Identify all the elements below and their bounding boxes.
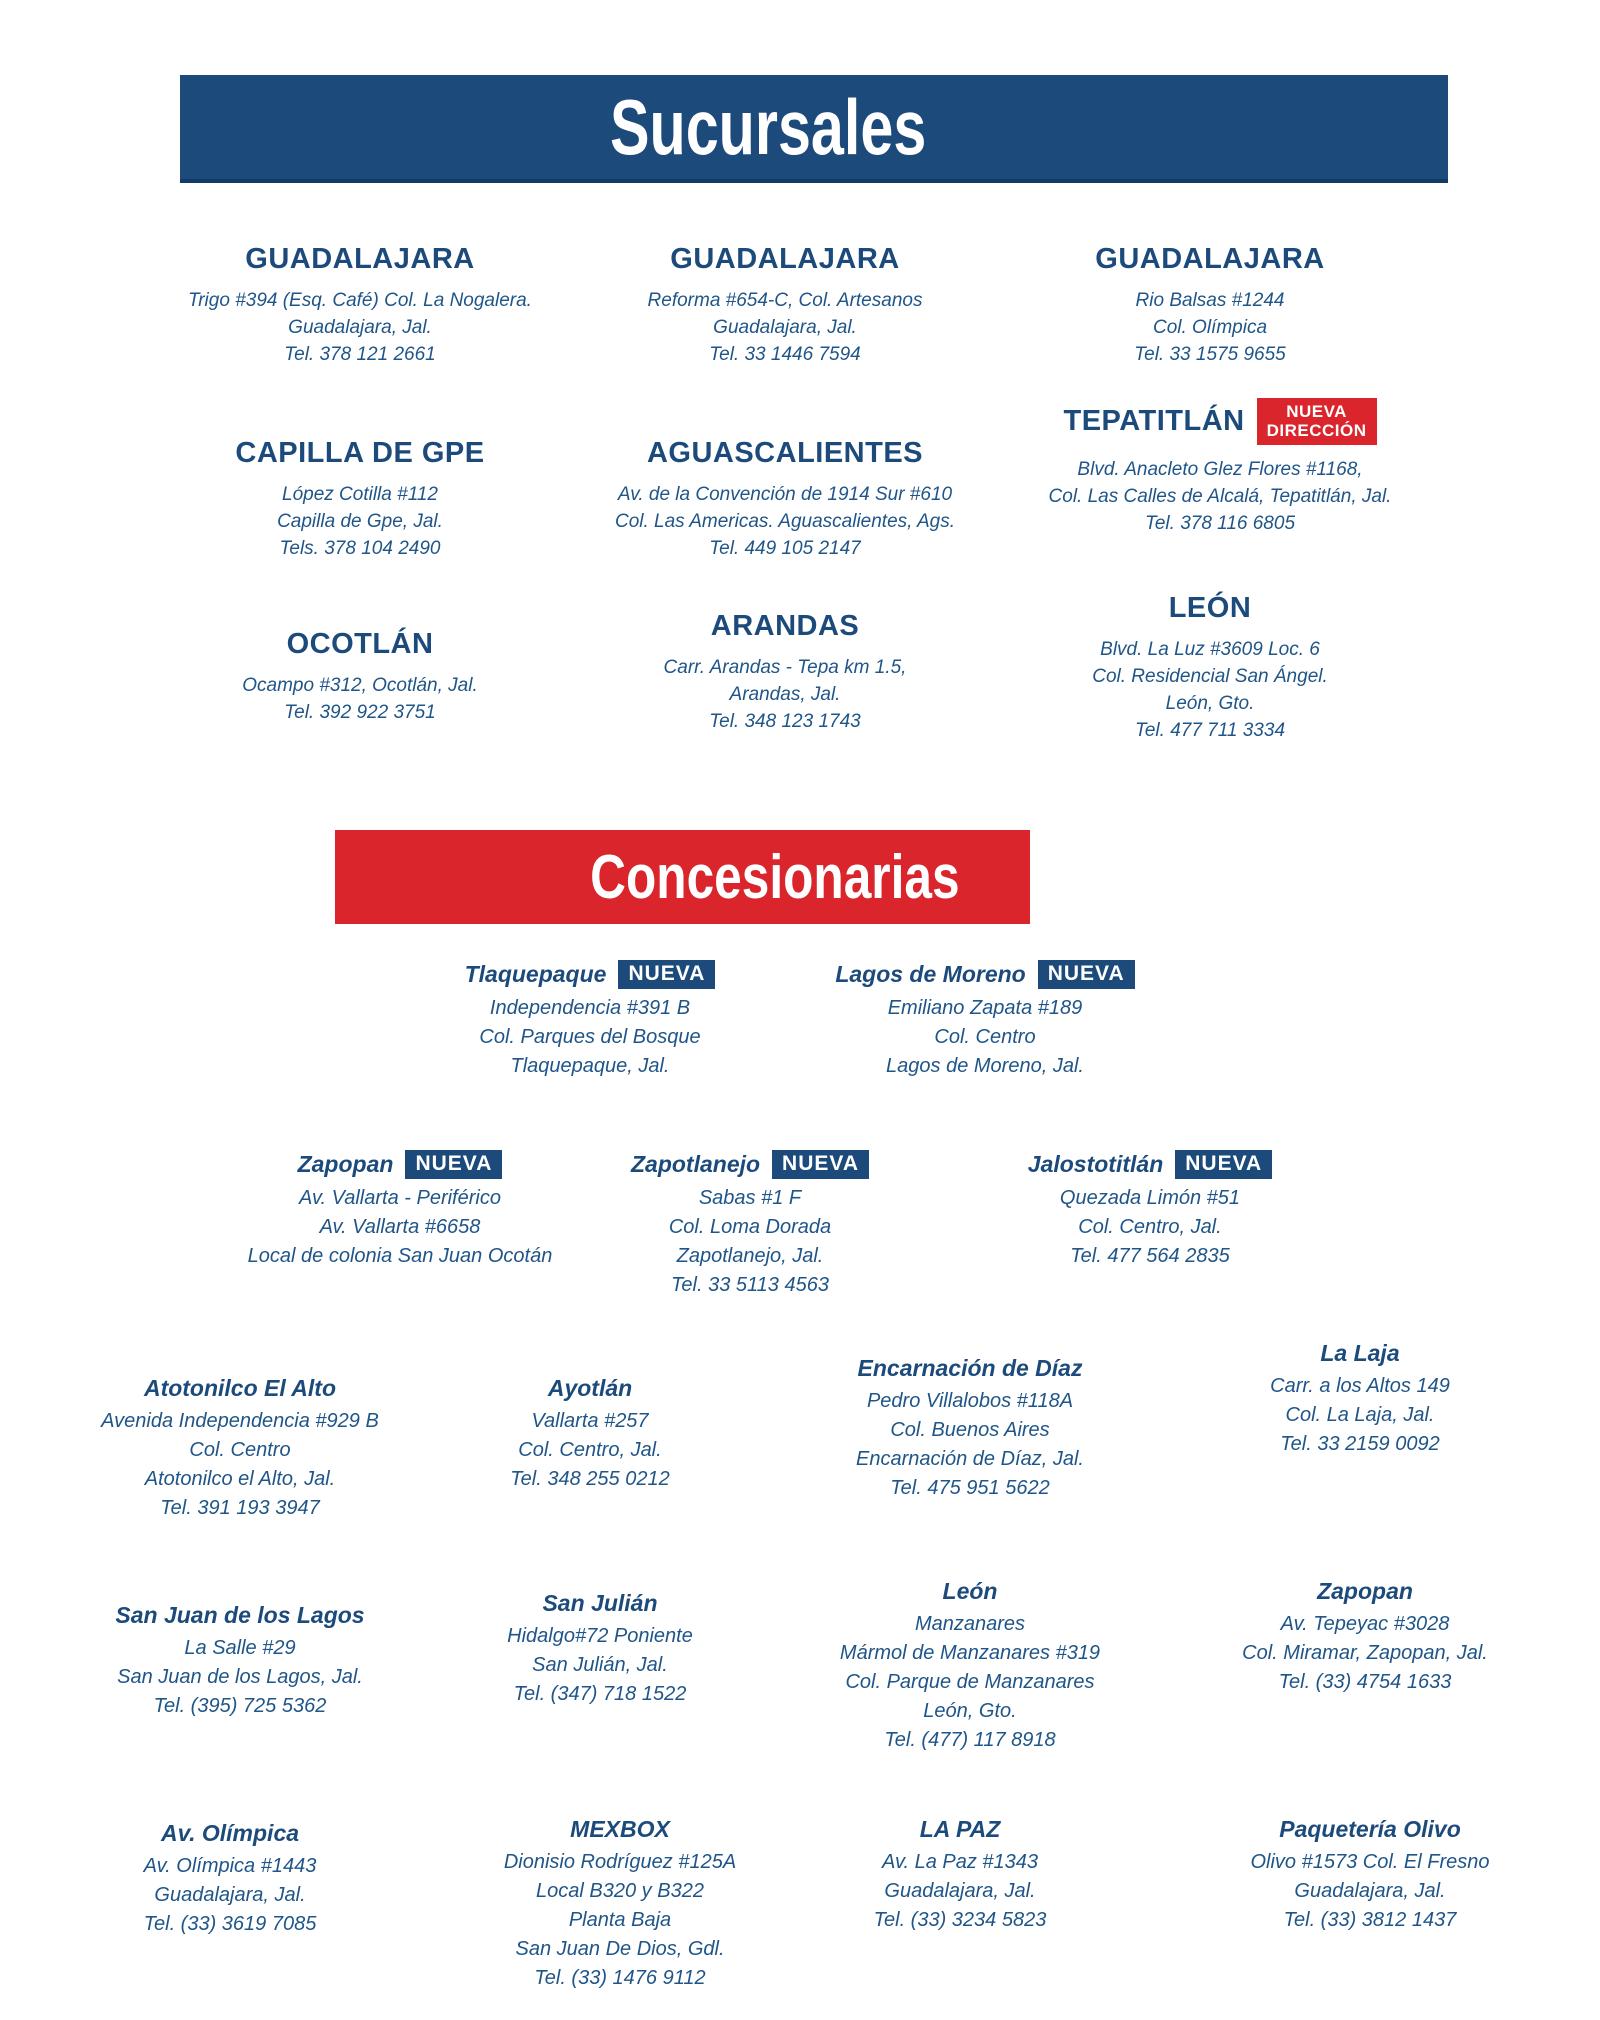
address-line: Lagos de Moreno, Jal. bbox=[886, 1055, 1084, 1078]
location-title: GUADALAJARA bbox=[1095, 243, 1325, 275]
dealer-av-olimpica bbox=[40, 1820, 420, 1939]
dealer-encarnacion-de-diaz bbox=[780, 1355, 1160, 1503]
dealer-jalostotitlan bbox=[960, 1150, 1340, 1271]
address-line: López Cotilla #112 bbox=[282, 484, 438, 505]
location-tepatitlan bbox=[1005, 398, 1435, 538]
address-line: Blvd. Anacleto Glez Flores #1168, bbox=[1077, 459, 1363, 481]
dealer-zapopan-vallarta bbox=[160, 1150, 640, 1271]
address-line: Pedro Villalobos #118A bbox=[866, 1390, 1074, 1412]
address-line: Col. La Laja, Jal. bbox=[1285, 1404, 1435, 1426]
address-line: Dionisio Rodríguez #125A bbox=[503, 1851, 737, 1873]
phone-line: Tel. (395) 725 5362 bbox=[153, 1695, 327, 1717]
address-line: Av. La Paz #1343 bbox=[881, 1851, 1039, 1873]
dealer-title: Jalostotitlán bbox=[1027, 1151, 1164, 1178]
address-line: San Julián, Jal. bbox=[532, 1654, 668, 1676]
dealer-la-paz bbox=[780, 1816, 1140, 1935]
address-line: Arandas, Jal. bbox=[729, 683, 841, 705]
location-guadalajara-3 bbox=[1020, 243, 1400, 369]
location-aguascalientes bbox=[575, 437, 995, 563]
address-line: La Salle #29 bbox=[184, 1637, 296, 1659]
address-line: Col. Centro bbox=[189, 1439, 291, 1461]
phone-line: Tel. 348 123 1743 bbox=[709, 710, 861, 732]
address-line: Mármol de Manzanares #319 bbox=[839, 1642, 1101, 1664]
address-line: Col. Buenos Aires bbox=[890, 1419, 1050, 1441]
address-line: Hidalgo#72 Poniente bbox=[507, 1625, 693, 1647]
nueva-badge: NUEVA bbox=[1175, 1150, 1272, 1179]
dealer-title: León bbox=[942, 1578, 998, 1604]
address-line: Guadalajara, Jal. bbox=[154, 1884, 306, 1906]
dealer-la-laja bbox=[1180, 1340, 1540, 1459]
dealer-title-with-badge bbox=[380, 960, 800, 989]
phone-line: Tel. (347) 718 1522 bbox=[513, 1683, 687, 1705]
concesionarias-banner-title: Concesionarias bbox=[589, 842, 960, 912]
address-line: Col. Las Calles de Alcalá, Tepatitlán, Jal. bbox=[1048, 486, 1392, 508]
address-line: Blvd. La Luz #3609 Loc. 6 bbox=[1100, 639, 1320, 660]
dealer-san-julian bbox=[440, 1590, 760, 1709]
phone-line: Tel. (33) 3619 7085 bbox=[143, 1913, 317, 1935]
location-guadalajara-1 bbox=[150, 243, 570, 369]
location-title: ARANDAS bbox=[710, 610, 860, 642]
address-line: Rio Balsas #1244 bbox=[1135, 290, 1285, 311]
address-line: Col. Loma Dorada bbox=[668, 1216, 832, 1239]
address-line: Vallarta #257 bbox=[531, 1410, 649, 1432]
location-capilla-de-gpe bbox=[150, 437, 570, 563]
address-line: Quezada Limón #51 bbox=[1059, 1187, 1241, 1210]
phone-line: Tel. 33 5113 4563 bbox=[671, 1274, 829, 1297]
address-line: Carr. Arandas - Tepa km 1.5, bbox=[663, 657, 907, 678]
phone-line: Tel. (33) 1476 9112 bbox=[534, 1967, 706, 1989]
location-title: AGUASCALIENTES bbox=[646, 437, 924, 469]
address-line: Zapotlanejo, Jal. bbox=[676, 1245, 824, 1268]
address-line: Guadalajara, Jal. bbox=[713, 316, 857, 338]
address-line: Emiliano Zapata #189 bbox=[887, 997, 1083, 1020]
dealer-title: Atotonilco El Alto bbox=[143, 1375, 337, 1401]
sucursales-banner-title: Sucursales bbox=[609, 82, 927, 171]
phone-line: Tel. 392 922 3751 bbox=[284, 701, 436, 723]
dealer-title: Zapopan bbox=[1317, 1578, 1413, 1604]
dealer-title: Encarnación de Díaz bbox=[857, 1355, 1083, 1381]
nueva-badge: NUEVA bbox=[772, 1150, 869, 1179]
dealer-lagos-de-moreno bbox=[795, 960, 1175, 1081]
phone-line: Tel. (33) 3812 1437 bbox=[1283, 1909, 1457, 1931]
location-title: GUADALAJARA bbox=[245, 243, 475, 275]
dealer-title: San Juan de los Lagos bbox=[115, 1602, 365, 1628]
dealer-zapopan-tepeyac bbox=[1175, 1578, 1555, 1697]
phone-line: Tel. (33) 4754 1633 bbox=[1278, 1671, 1452, 1693]
address-line: Guadalajara, Jal. bbox=[1294, 1880, 1446, 1902]
address-line: Capilla de Gpe, Jal. bbox=[277, 510, 443, 532]
location-leon-sucursal bbox=[1020, 592, 1400, 745]
address-line: Independencia #391 B bbox=[489, 997, 691, 1020]
address-line: Avenida Independencia #929 B bbox=[101, 1410, 379, 1432]
location-arandas bbox=[575, 610, 995, 736]
dealer-title: Ayotlán bbox=[547, 1375, 633, 1401]
dealer-title-with-badge bbox=[960, 1150, 1340, 1179]
badge-line: NUEVA bbox=[1286, 402, 1347, 421]
address-line: Col. Parque de Manzanares bbox=[845, 1671, 1095, 1693]
dealer-tlaquepaque bbox=[380, 960, 800, 1081]
phone-line: Tel. 33 1575 9655 bbox=[1134, 343, 1286, 365]
address-line: Col. Miramar, Zapopan, Jal. bbox=[1242, 1642, 1488, 1664]
phone-line: Tel. 475 951 5622 bbox=[890, 1477, 1050, 1499]
dealer-san-juan-de-los-lagos bbox=[40, 1602, 440, 1721]
nueva-direccion-badge bbox=[1257, 398, 1377, 445]
dealer-title-with-badge bbox=[795, 960, 1175, 989]
dealer-title: Paquetería Olivo bbox=[1279, 1816, 1461, 1842]
dealer-title: Av. Olímpica bbox=[160, 1820, 300, 1846]
address-line: San Juan De Dios, Gdl. bbox=[515, 1938, 725, 1960]
address-line: Planta Baja bbox=[568, 1909, 672, 1931]
dealer-paqueteria-olivo bbox=[1155, 1816, 1585, 1935]
sucursales-banner bbox=[180, 75, 1448, 183]
dealer-mexbox bbox=[420, 1816, 820, 1993]
dealer-title: Zapopan bbox=[297, 1151, 394, 1178]
address-line: Guadalajara, Jal. bbox=[288, 316, 432, 338]
address-line: León, Gto. bbox=[923, 1700, 1017, 1722]
address-line: León, Gto. bbox=[1165, 692, 1255, 714]
address-line: Sabas #1 F bbox=[698, 1187, 802, 1210]
badge-line: DIRECCIÓN bbox=[1266, 420, 1367, 440]
dealer-title: Lagos de Moreno bbox=[835, 961, 1026, 988]
address-line: Trigo #394 (Esq. Café) Col. La Nogalera. bbox=[188, 290, 532, 311]
phone-line: Tel. 391 193 3947 bbox=[160, 1497, 320, 1519]
address-line: Encarnación de Díaz, Jal. bbox=[856, 1448, 1084, 1470]
phone-line: Tel. 477 564 2835 bbox=[1070, 1245, 1230, 1268]
address-line: Local B320 y B322 bbox=[536, 1880, 704, 1902]
address-line: Carr. a los Altos 149 bbox=[1270, 1375, 1450, 1397]
phone-line: Tel. 33 2159 0092 bbox=[1280, 1433, 1440, 1455]
nueva-badge: NUEVA bbox=[618, 960, 715, 989]
nueva-badge: NUEVA bbox=[405, 1150, 502, 1179]
dealer-title: LA PAZ bbox=[919, 1816, 1001, 1842]
dealer-zapotlanejo bbox=[590, 1150, 910, 1300]
dealer-leon bbox=[780, 1578, 1160, 1755]
dealer-title-with-badge bbox=[160, 1150, 640, 1179]
address-line: Reforma #654-C, Col. Artesanos bbox=[647, 290, 923, 311]
address-line: Guadalajara, Jal. bbox=[884, 1880, 1036, 1902]
location-title: CAPILLA DE GPE bbox=[235, 437, 485, 469]
phone-line: Tel. (477) 117 8918 bbox=[884, 1729, 1056, 1751]
dealer-title: Zapotlanejo bbox=[630, 1151, 761, 1178]
location-title-with-badge bbox=[1005, 398, 1435, 445]
dealer-title-with-badge bbox=[590, 1150, 910, 1179]
concesionarias-banner bbox=[335, 830, 1030, 924]
nueva-badge: NUEVA bbox=[1038, 960, 1135, 989]
address-line: Av. de la Convención de 1914 Sur #610 bbox=[617, 484, 953, 505]
location-title: GUADALAJARA bbox=[670, 243, 900, 275]
dealer-title: La Laja bbox=[1320, 1340, 1400, 1366]
phone-line: Tel. 477 711 3334 bbox=[1134, 719, 1286, 741]
address-line: Col. Centro, Jal. bbox=[1078, 1216, 1222, 1239]
phone-line: Tel. (33) 3234 5823 bbox=[873, 1909, 1047, 1931]
phone-line: Tel. 378 121 2661 bbox=[284, 343, 436, 365]
address-line: Atotonilco el Alto, Jal. bbox=[144, 1468, 336, 1490]
address-line: Av. Tepeyac #3028 bbox=[1280, 1613, 1450, 1635]
phone-line: Tel. 348 255 0212 bbox=[510, 1468, 670, 1490]
dealer-ayotlan bbox=[440, 1375, 740, 1494]
phone-line: Tel. 33 1446 7594 bbox=[709, 343, 861, 365]
address-line: Av. Vallarta #6658 bbox=[319, 1216, 481, 1239]
dealer-title: MEXBOX bbox=[570, 1816, 670, 1842]
address-line: Col. Centro, Jal. bbox=[518, 1439, 662, 1461]
address-line: San Juan de los Lagos, Jal. bbox=[117, 1666, 363, 1688]
location-ocotlan bbox=[150, 628, 570, 727]
address-line: Col. Olímpica bbox=[1152, 316, 1268, 338]
dealer-atotonilco-el-alto bbox=[40, 1375, 440, 1523]
address-line: Tlaquepaque, Jal. bbox=[510, 1055, 670, 1078]
phone-line: Tel. 378 116 6805 bbox=[1144, 513, 1296, 535]
address-line: Manzanares bbox=[914, 1613, 1026, 1635]
address-line: Col. Las Americas. Aguascalientes, Ags. bbox=[614, 510, 956, 532]
location-title: OCOTLÁN bbox=[286, 628, 434, 660]
address-line: Local de colonia San Juan Ocotán bbox=[247, 1245, 553, 1268]
address-line: Col. Residencial San Ángel. bbox=[1092, 665, 1328, 687]
location-title: TEPATITLÁN bbox=[1063, 405, 1245, 438]
phone-line: Tels. 378 104 2490 bbox=[279, 537, 441, 559]
address-line: Ocampo #312, Ocotlán, Jal. bbox=[242, 675, 478, 696]
dealer-title: Tlaquepaque bbox=[464, 961, 607, 988]
dealer-title: San Julián bbox=[542, 1590, 658, 1616]
address-line: Av. Vallarta - Periférico bbox=[299, 1187, 501, 1210]
address-line: Olivo #1573 Col. El Fresno bbox=[1250, 1851, 1490, 1873]
address-line: Av. Olímpica #1443 bbox=[143, 1855, 317, 1877]
address-line: Col. Parques del Bosque bbox=[479, 1026, 701, 1049]
address-line: Col. Centro bbox=[934, 1026, 1036, 1049]
location-title: LEÓN bbox=[1168, 592, 1252, 624]
phone-line: Tel. 449 105 2147 bbox=[709, 537, 861, 559]
location-guadalajara-2 bbox=[600, 243, 970, 369]
